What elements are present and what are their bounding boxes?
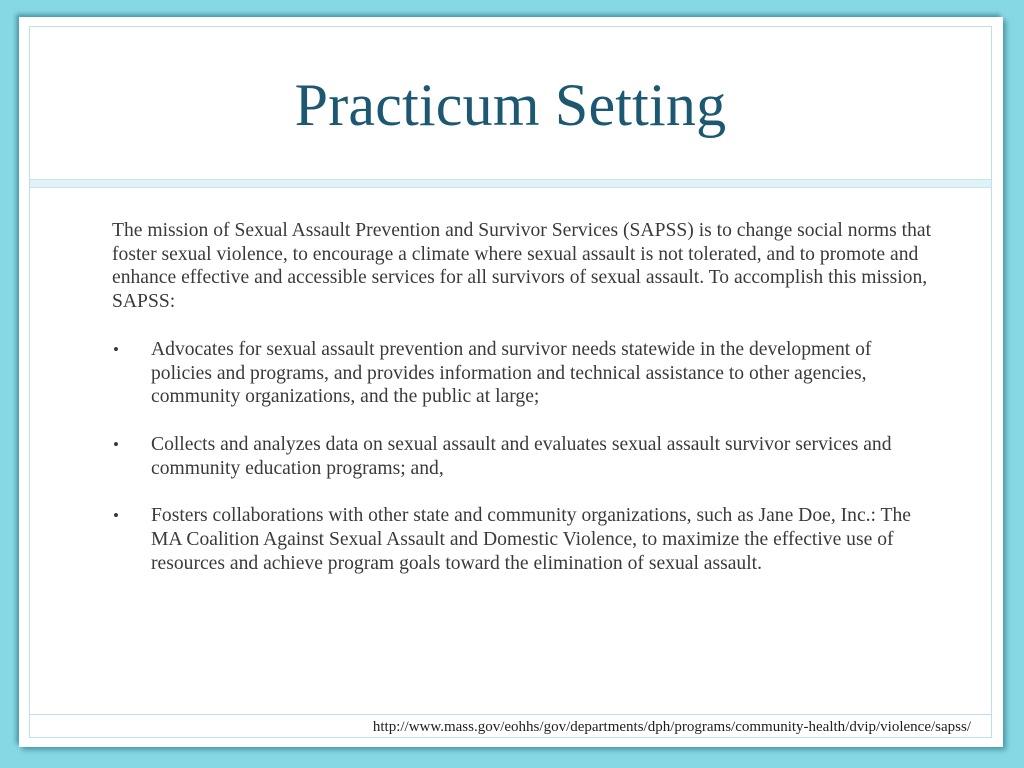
bullet-icon: • [113, 339, 119, 359]
bullet-item [112, 338, 932, 409]
title-area [30, 27, 991, 179]
bullet-icon: • [113, 506, 119, 526]
slide-frame [29, 26, 992, 738]
bullet-icon: • [113, 434, 119, 454]
bullet-text: Advocates for sexual assault prevention and survivor needs statewide in the development of policies and programs, and provides information and technical assistance to other agencies, community organizations, and the public at large; [151, 338, 872, 408]
footer-divider [30, 714, 991, 715]
slide-body [112, 219, 932, 599]
bullet-item [112, 504, 932, 575]
bullet-text: Collects and analyzes data on sexual assault and evaluates sexual assault survivor services and community education programs; and, [151, 433, 892, 479]
source-url-link[interactable]: http://www.mass.gov/eohhs/gov/departments/dph/programs/community-health/dvip/violence/sapss/ [372, 719, 971, 735]
slide-title: Practicum Setting [294, 71, 727, 138]
bullet-list [112, 338, 932, 576]
bullet-text: Fosters collaborations with other state and community organizations, such as Jane Doe, Inc.: The MA Coalition Against Sexual Assault and Domestic Violence, to maximize the effective use of resources and achieve program goals toward the elimination of sexual assault. [151, 505, 911, 574]
slide [19, 17, 1003, 747]
intro-paragraph: The mission of Sexual Assault Prevention and Survivor Services (SAPSS) is to change social norms that foster sexual violence, to encourage a climate where sexual assault is not tolerated, and to promote and enhance effective and accessible services for all survivors of sexual assault. To accomplish this mission, SAPSS: [112, 220, 932, 313]
bullet-item [112, 433, 932, 480]
title-divider-band [30, 179, 991, 188]
